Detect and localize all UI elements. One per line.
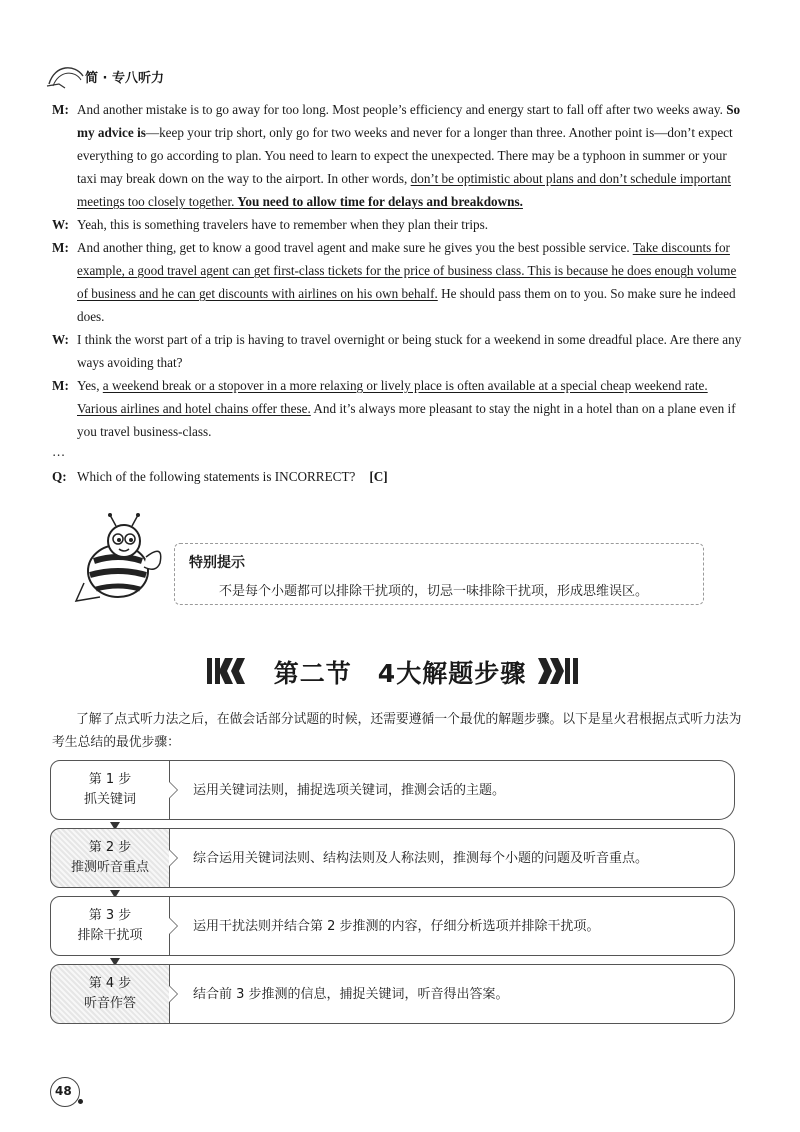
bee-mascot-icon: [72, 513, 172, 608]
speaker-label: W:: [52, 332, 69, 347]
dialogue-turn: [52, 328, 742, 374]
dot-icon: [78, 1099, 83, 1104]
step-number: 第 2 步: [88, 840, 132, 855]
dialogue-transcript: [52, 98, 742, 488]
section-title: 第二节 4大解题步骤: [273, 659, 527, 688]
step-item: [50, 828, 735, 888]
tip-text: 不是每个小题都可以排除干扰项的，切忌一味排除干扰项，形成思维误区。: [219, 584, 649, 599]
step-item: [50, 896, 735, 956]
step-label: [50, 896, 170, 956]
step-name: 排除干扰项: [77, 928, 143, 943]
intro-paragraph: 了解了点式听力法之后，在做会话部分试题的时候，还需要遵循一个最优的解题步骤。以下是星火君根据点式听力法为考生总结的最优步骤：: [52, 712, 742, 750]
ellipsis: …: [52, 444, 67, 459]
step-description: 运用干扰法则并结合第 2 步推测的内容，仔细分析选项并排除干扰项。: [168, 896, 735, 956]
turn-text: And another mistake is to go away for too long. Most people’s efficiency and energy start to fall off after two weeks away.: [77, 102, 727, 117]
turn-text: I think the worst part of a trip is having to travel overnight or being stuck for a weekend in some dreadful place. Are there any ways avoiding that?: [77, 332, 742, 370]
special-tip: [72, 513, 762, 613]
step-label: [50, 760, 170, 820]
underlined-key-sentence: a weekend break or a stopover in a more relaxing or lively place is often available at a special cheap weekend rate. Various airlines and hotel chains offer these.: [77, 378, 708, 416]
bold-phrase: So my advice is: [77, 102, 741, 140]
step-number: 第 1 步: [88, 772, 132, 787]
page-number: [50, 1077, 84, 1111]
header-title: 简 · 专八听力: [85, 71, 164, 86]
step-description: 运用关键词法则，捕捉选项关键词，推测会话的主题。: [168, 760, 735, 820]
turn-text: Yes,: [77, 378, 103, 393]
question: [52, 465, 742, 488]
step-name: 抓关键词: [83, 792, 136, 807]
step-label: [50, 964, 170, 1024]
turn-text: He should pass them on to you. So make sure he indeed does.: [77, 286, 736, 324]
turn-text: Yeah, this is something travelers have to remember when they plan their trips.: [77, 217, 489, 232]
bold-underlined-sentence: You need to allow time for delays and breakdowns.: [234, 194, 523, 209]
tip-box: [174, 543, 704, 605]
underlined-key-sentence: don’t be optimistic about plans and don’t schedule important meetings too closely together.: [77, 171, 731, 209]
tip-title: 特别提示: [189, 555, 245, 571]
step-description: 结合前 3 步推测的信息，捕捉关键词，听音得出答案。: [168, 964, 735, 1024]
dialogue-turn: [52, 374, 742, 443]
bars-decoration-icon: [534, 654, 578, 688]
step-number: 第 3 步: [88, 908, 132, 923]
turn-text: And it’s always more pleasant to stay the night in a hotel than on a plane even if you travel business-class.: [77, 401, 736, 439]
dialogue-turn: [52, 213, 742, 236]
section-heading: [0, 650, 800, 694]
step-item: [50, 760, 735, 820]
answer-key: [C]: [369, 469, 388, 484]
question-label: Q:: [52, 469, 67, 484]
step-description: 综合运用关键词法则、结构法则及人称法则，推测每个小题的问题及听音重点。: [168, 828, 735, 888]
step-item: [50, 964, 735, 1024]
turn-text: And another thing, get to know a good travel agent and make sure he gives you the best possible service.: [77, 240, 633, 255]
step-label: [50, 828, 170, 888]
underlined-key-sentence: Take discounts for example, a good travel agent can get first-class tickets for the price of business class. This is because he does enough volume of business and he can get discounts with airlines on his own behalf.: [77, 240, 737, 301]
dialogue-turn: [52, 98, 742, 213]
question-text: Which of the following statements is INCORRECT?: [77, 469, 356, 484]
turn-text: —keep your trip short, only go for two weeks and never for a longer than three. Another point is—don’t expect everything to go according to plan. You need to learn to expect the unexpected. There may be a typhoon in summer or your taxi may break down on the way to the airport. In other words,: [77, 125, 733, 186]
speaker-label: M:: [52, 240, 69, 255]
speaker-label: M:: [52, 378, 69, 393]
step-name: 推测听音重点: [70, 860, 149, 875]
step-number: 第 4 步: [88, 976, 132, 991]
page-number-text: 48: [55, 1084, 72, 1098]
book-logo-icon: [45, 62, 89, 90]
dialogue-turn: [52, 236, 742, 328]
speaker-label: W:: [52, 217, 69, 232]
step-name: 听音作答: [83, 996, 136, 1011]
speaker-label: M:: [52, 102, 69, 117]
